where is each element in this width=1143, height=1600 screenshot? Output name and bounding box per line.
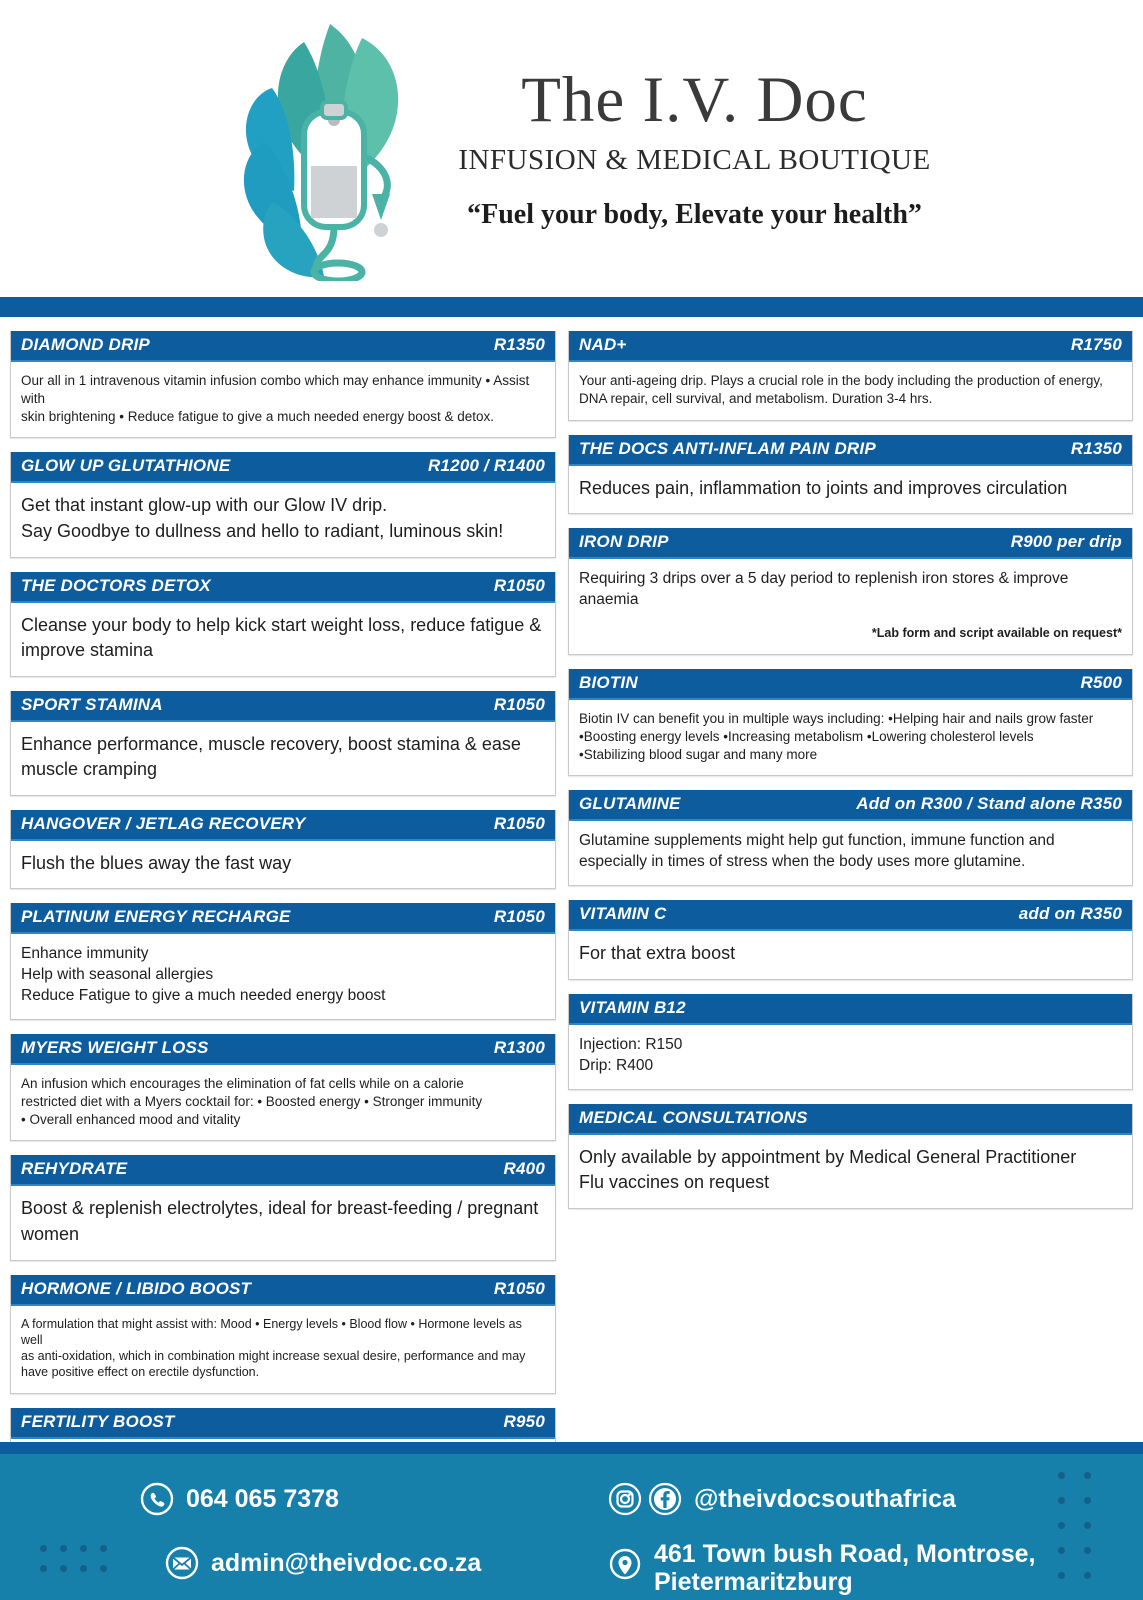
service-description-line: especially in times of stress when the body uses more glutamine. — [579, 853, 1026, 871]
service-description — [11, 934, 555, 1019]
service-description-line: Requiring 3 drips over a 5 day period to replenish iron stores & improve anaemia — [579, 570, 1069, 609]
services-column-left — [10, 331, 556, 1511]
service-price: R1350 — [493, 335, 545, 354]
service-price: R400 — [503, 1159, 545, 1179]
header — [0, 0, 1143, 297]
brand-text-block — [452, 63, 931, 231]
footer-phone-text: 064 065 7378 — [186, 1484, 339, 1513]
service-description-line: Drip: R400 — [579, 1056, 654, 1074]
service-description-line: as anti-oxidation, which in combination might increase sexual desire, performance and may — [21, 1349, 526, 1364]
service-description-line: Enhance performance, muscle recovery, boost stamina & ease muscle cramping — [21, 733, 521, 780]
service-description — [569, 559, 1132, 654]
service-card — [10, 1275, 556, 1394]
service-title: SPORT STAMINA — [21, 694, 163, 714]
service-title: PLATINUM ENERGY RECHARGE — [21, 907, 291, 927]
service-description — [11, 603, 555, 676]
service-card-header — [569, 1104, 1132, 1135]
service-title: NAD+ — [579, 335, 627, 354]
service-title: THE DOCTORS DETOX — [21, 575, 211, 595]
footer — [0, 1442, 1143, 1600]
brand-tagline: “Fuel your body, Elevate your health” — [467, 199, 922, 231]
service-description — [11, 1306, 555, 1393]
envelope-icon — [165, 1546, 199, 1580]
service-description-line: An infusion which encourages the elimination of fat cells while on a calorie — [21, 1076, 464, 1092]
service-card — [10, 572, 556, 677]
service-price: R1750 — [1070, 335, 1122, 354]
service-description-line: Get that instant glow-up with our Glow IV drip. — [21, 495, 388, 516]
service-description-line: skin brightening • Reduce fatigue to give a much needed energy boost & detox. — [21, 408, 495, 424]
brand-title-the: The — [521, 63, 626, 136]
service-card-header — [11, 572, 555, 603]
service-card-header — [11, 810, 555, 841]
service-card — [568, 790, 1133, 886]
service-description-line: restricted diet with a Myers cocktail for: • Boosted energy • Stronger immunity — [21, 1093, 483, 1109]
service-description — [11, 483, 555, 556]
service-description — [11, 841, 555, 889]
footer-address-line2: Pietermaritzburg — [654, 1568, 853, 1596]
service-title: REHYDRATE — [21, 1159, 128, 1179]
service-card — [10, 1034, 556, 1141]
service-card — [10, 452, 556, 557]
service-title: MYERS WEIGHT LOSS — [21, 1038, 209, 1058]
service-description-line: DNA repair, cell survival, and metabolism. Duration 3-4 hrs. — [579, 390, 933, 406]
service-card-header — [569, 331, 1132, 362]
service-price: R1050 — [493, 907, 545, 927]
footer-social-handle: @theivdocsouthafrica — [694, 1484, 956, 1513]
service-description-line: Your anti-ageing drip. Plays a crucial role in the body including the production of energy, — [579, 373, 1103, 388]
brand-title-doc: Doc — [756, 63, 868, 136]
service-card — [10, 331, 556, 438]
service-price: R500 — [1080, 672, 1122, 692]
footer-social[interactable] — [608, 1482, 956, 1516]
service-price: R1050 — [493, 1278, 545, 1298]
facebook-icon[interactable] — [648, 1482, 682, 1516]
service-description-line: Cleanse your body to help kick start weight loss, reduce fatigue & improve stamina — [21, 614, 542, 661]
service-description-line: Say Goodbye to dullness and hello to radiant, luminous skin! — [21, 520, 504, 541]
service-card-header — [11, 452, 555, 483]
phone-icon — [140, 1482, 174, 1516]
service-card-header — [11, 331, 555, 362]
service-title: FERTILITY BOOST — [21, 1411, 175, 1431]
service-card — [568, 994, 1133, 1090]
service-card-header — [11, 1408, 555, 1439]
service-description-line: •Stabilizing blood sugar and many more — [579, 746, 818, 762]
service-card — [568, 669, 1133, 776]
service-description-line: Reduce Fatigue to give a much needed energy boost — [21, 987, 386, 1005]
service-description-line: Biotin IV can benefit you in multiple ways including: •Helping hair and nails grow faster — [579, 710, 1094, 726]
footer-dots-right — [1058, 1472, 1091, 1579]
footer-phone[interactable] — [140, 1482, 339, 1516]
service-description — [569, 821, 1132, 885]
service-description-line: • Overall enhanced mood and vitality — [21, 1111, 241, 1127]
services-column-right — [568, 331, 1133, 1223]
service-price: Add on R300 / Stand alone R350 — [856, 794, 1122, 814]
service-card-header — [569, 994, 1132, 1025]
service-description — [11, 362, 555, 437]
service-description — [569, 1025, 1132, 1089]
service-card — [568, 435, 1133, 515]
service-card — [568, 528, 1133, 655]
service-description-line: Flu vaccines on request — [579, 1172, 770, 1193]
service-description-line: Flush the blues away the fast way — [21, 852, 292, 873]
service-price: R1300 — [493, 1038, 545, 1058]
service-card-header — [11, 903, 555, 934]
service-description-line: Reduces pain, inflammation to joints and improves circulation — [579, 477, 1068, 498]
footer-address-line1: 461 Town bush Road, Montrose, — [654, 1540, 1036, 1568]
service-card — [10, 691, 556, 796]
instagram-icon[interactable] — [608, 1482, 642, 1516]
service-price: R900 per drip — [1010, 532, 1122, 552]
service-card — [10, 903, 556, 1020]
service-description — [11, 1065, 555, 1140]
header-divider-bar — [0, 297, 1143, 317]
service-price: R1350 — [1070, 438, 1122, 458]
service-title: BIOTIN — [579, 672, 638, 692]
service-price: R1200 / R1400 — [428, 456, 545, 476]
service-card — [568, 331, 1133, 421]
service-card-header — [11, 691, 555, 722]
service-title: HORMONE / LIBIDO BOOST — [21, 1278, 252, 1298]
service-card — [10, 810, 556, 890]
service-card-header — [569, 790, 1132, 821]
brand-title — [521, 63, 868, 136]
service-card-header — [569, 435, 1132, 466]
service-description-line: Help with seasonal allergies — [21, 966, 214, 984]
service-card — [568, 900, 1133, 980]
service-card-header — [569, 528, 1132, 559]
iv-leaf-logo-icon — [212, 16, 442, 281]
footer-address[interactable] — [608, 1540, 1036, 1596]
service-card-header — [11, 1155, 555, 1186]
service-description — [569, 700, 1132, 775]
service-description-line: A formulation that might assist with: Mood • Energy levels • Blood flow • Hormone levels as well — [21, 1316, 522, 1347]
footer-address-text — [654, 1540, 1036, 1596]
logo-lockup — [212, 16, 930, 281]
footer-email-text: admin@theivdoc.co.za — [211, 1548, 482, 1577]
service-description-line: Glutamine supplements might help gut function, immune function and — [579, 832, 1055, 850]
service-description-line: Injection: R150 — [579, 1035, 683, 1053]
footer-email[interactable] — [165, 1546, 481, 1580]
service-description — [569, 931, 1132, 979]
service-description-line: Our all in 1 intravenous vitamin infusion combo which may enhance immunity • Assist with — [21, 373, 530, 406]
footer-dots-left — [40, 1545, 107, 1572]
service-description-line: have positive effect on erectile dysfunction. — [21, 1365, 260, 1380]
service-title: GLUTAMINE — [579, 794, 681, 814]
footer-top-strip — [0, 1442, 1143, 1454]
service-description — [569, 1135, 1132, 1208]
service-card — [568, 1104, 1133, 1209]
service-title: HANGOVER / JETLAG RECOVERY — [21, 813, 306, 833]
services-grid — [0, 331, 1143, 1441]
service-description — [11, 722, 555, 795]
service-description-line: Only available by appointment by Medical General Practitioner — [579, 1146, 1077, 1167]
service-card-header — [569, 669, 1132, 700]
service-title: MEDICAL CONSULTATIONS — [579, 1107, 808, 1127]
service-title: THE DOCS ANTI-INFLAM PAIN DRIP — [579, 438, 876, 458]
service-price: add on R350 — [1018, 904, 1122, 924]
service-card-header — [11, 1034, 555, 1065]
spacer — [0, 317, 1143, 331]
service-description-line: Enhance immunity — [21, 945, 149, 963]
brand-title-iv: I.V. — [642, 63, 740, 136]
service-card-header — [569, 900, 1132, 931]
service-description — [11, 1186, 555, 1259]
brand-subtitle: INFUSION & MEDICAL BOUTIQUE — [458, 144, 931, 177]
service-description — [569, 362, 1132, 420]
service-title: IRON DRIP — [579, 532, 669, 552]
service-footnote: *Lab form and script available on request* — [871, 626, 1122, 641]
service-price: R1050 — [493, 575, 545, 595]
service-price: R1050 — [493, 694, 545, 714]
service-card-header — [11, 1275, 555, 1306]
location-pin-icon — [608, 1548, 642, 1588]
service-title: GLOW UP GLUTATHIONE — [21, 456, 231, 476]
service-price: R950 — [503, 1411, 545, 1431]
service-title: DIAMOND DRIP — [21, 335, 150, 354]
service-price: R1050 — [493, 813, 545, 833]
service-title: VITAMIN C — [579, 904, 667, 924]
service-description-line: For that extra boost — [579, 943, 736, 964]
service-title: VITAMIN B12 — [579, 997, 686, 1017]
service-description-line: •Boosting energy levels •Increasing metabolism •Lowering cholesterol levels — [579, 728, 1034, 744]
service-description — [569, 466, 1132, 514]
service-description-line: Boost & replenish electrolytes, ideal for breast-feeding / pregnant women — [21, 1198, 539, 1245]
service-card — [10, 1155, 556, 1260]
